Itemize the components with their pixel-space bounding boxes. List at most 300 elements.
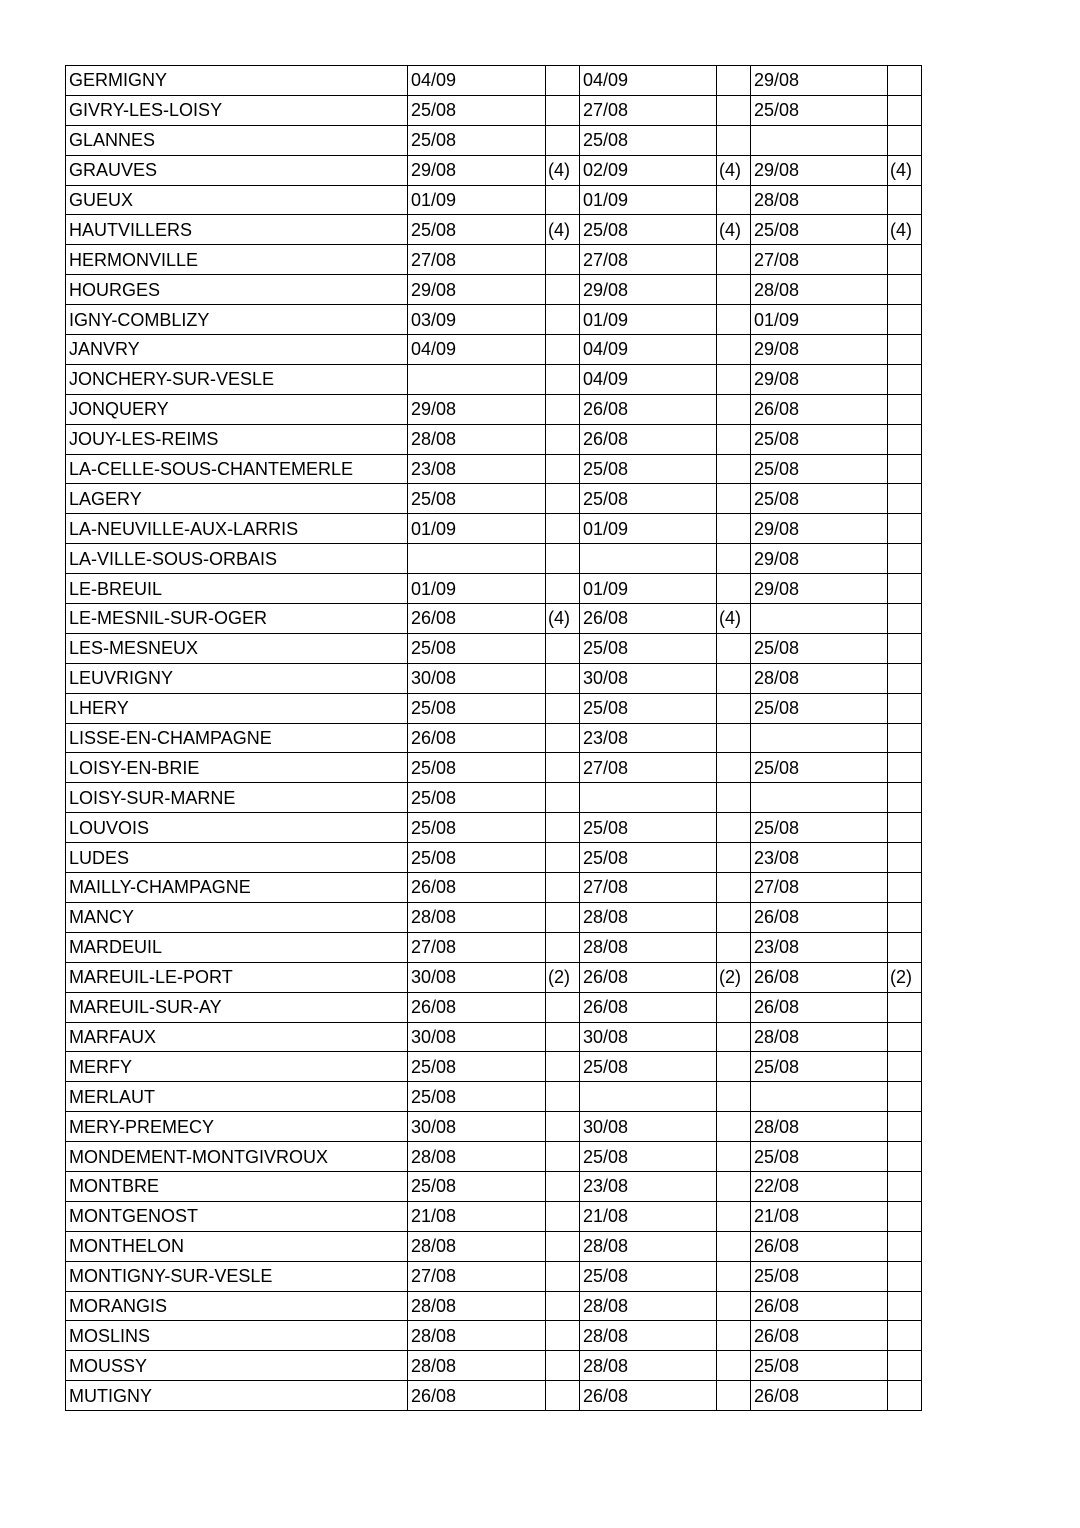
date-2-cell: 23/08 bbox=[580, 1171, 717, 1201]
commune-cell: GRAUVES bbox=[66, 155, 408, 185]
date-2-cell: 27/08 bbox=[580, 245, 717, 275]
note-1-cell bbox=[546, 95, 580, 125]
note-2-cell bbox=[717, 813, 751, 843]
date-2-cell: 27/08 bbox=[580, 873, 717, 903]
note-1-cell bbox=[546, 1381, 580, 1411]
date-3-cell: 26/08 bbox=[751, 1291, 888, 1321]
date-1-cell: 25/08 bbox=[408, 843, 546, 873]
table-row bbox=[66, 155, 922, 185]
date-1-cell: 28/08 bbox=[408, 424, 546, 454]
date-1-cell: 01/09 bbox=[408, 185, 546, 215]
note-2-cell bbox=[717, 454, 751, 484]
commune-cell: MONDEMENT-MONTGIVROUX bbox=[66, 1142, 408, 1172]
table-row bbox=[66, 1142, 922, 1172]
commune-cell: LAGERY bbox=[66, 484, 408, 514]
date-2-cell: 25/08 bbox=[580, 1261, 717, 1291]
note-3-cell bbox=[888, 245, 922, 275]
table-row bbox=[66, 1112, 922, 1142]
date-3-cell: 23/08 bbox=[751, 932, 888, 962]
commune-dates-table bbox=[65, 65, 922, 1411]
table-row bbox=[66, 544, 922, 574]
table-row bbox=[66, 1321, 922, 1351]
date-2-cell: 29/08 bbox=[580, 275, 717, 305]
note-2-cell bbox=[717, 394, 751, 424]
note-3-cell bbox=[888, 1381, 922, 1411]
table-row bbox=[66, 604, 922, 634]
date-2-cell: 04/09 bbox=[580, 364, 717, 394]
note-3-cell bbox=[888, 1112, 922, 1142]
note-3-cell bbox=[888, 1201, 922, 1231]
commune-cell: HERMONVILLE bbox=[66, 245, 408, 275]
note-2-cell: (2) bbox=[717, 962, 751, 992]
note-3-cell bbox=[888, 1351, 922, 1381]
note-1-cell bbox=[546, 902, 580, 932]
date-2-cell bbox=[580, 783, 717, 813]
note-3-cell bbox=[888, 125, 922, 155]
commune-cell: MUTIGNY bbox=[66, 1381, 408, 1411]
commune-cell: LA-CELLE-SOUS-CHANTEMERLE bbox=[66, 454, 408, 484]
table-row bbox=[66, 185, 922, 215]
date-1-cell: 21/08 bbox=[408, 1201, 546, 1231]
note-2-cell bbox=[717, 873, 751, 903]
note-1-cell bbox=[546, 1201, 580, 1231]
commune-cell: MARDEUIL bbox=[66, 932, 408, 962]
date-1-cell: 30/08 bbox=[408, 1022, 546, 1052]
note-1-cell bbox=[546, 305, 580, 335]
note-1-cell bbox=[546, 633, 580, 663]
note-2-cell bbox=[717, 305, 751, 335]
note-1-cell: (4) bbox=[546, 155, 580, 185]
date-2-cell: 04/09 bbox=[580, 335, 717, 365]
note-1-cell: (2) bbox=[546, 962, 580, 992]
table-row bbox=[66, 95, 922, 125]
note-1-cell bbox=[546, 932, 580, 962]
commune-cell: LA-NEUVILLE-AUX-LARRIS bbox=[66, 514, 408, 544]
date-1-cell: 27/08 bbox=[408, 932, 546, 962]
note-1-cell bbox=[546, 574, 580, 604]
commune-cell: LE-MESNIL-SUR-OGER bbox=[66, 604, 408, 634]
note-2-cell bbox=[717, 185, 751, 215]
date-3-cell: 22/08 bbox=[751, 1171, 888, 1201]
date-2-cell: 27/08 bbox=[580, 95, 717, 125]
date-2-cell: 25/08 bbox=[580, 843, 717, 873]
date-2-cell: 26/08 bbox=[580, 1381, 717, 1411]
date-2-cell: 25/08 bbox=[580, 454, 717, 484]
table-row bbox=[66, 335, 922, 365]
commune-cell: JOUY-LES-REIMS bbox=[66, 424, 408, 454]
commune-cell: MONTHELON bbox=[66, 1231, 408, 1261]
date-2-cell: 28/08 bbox=[580, 1351, 717, 1381]
date-1-cell: 27/08 bbox=[408, 1261, 546, 1291]
commune-cell: GLANNES bbox=[66, 125, 408, 155]
table-row bbox=[66, 633, 922, 663]
note-2-cell bbox=[717, 633, 751, 663]
note-2-cell bbox=[717, 753, 751, 783]
commune-cell: MARFAUX bbox=[66, 1022, 408, 1052]
note-2-cell bbox=[717, 1201, 751, 1231]
date-3-cell: 26/08 bbox=[751, 1381, 888, 1411]
note-3-cell bbox=[888, 843, 922, 873]
note-2-cell bbox=[717, 1142, 751, 1172]
date-3-cell: 25/08 bbox=[751, 1052, 888, 1082]
date-3-cell: 29/08 bbox=[751, 155, 888, 185]
table-row bbox=[66, 275, 922, 305]
commune-cell: MAREUIL-SUR-AY bbox=[66, 992, 408, 1022]
table-row bbox=[66, 364, 922, 394]
date-2-cell: 30/08 bbox=[580, 1022, 717, 1052]
date-3-cell bbox=[751, 723, 888, 753]
date-2-cell: 26/08 bbox=[580, 962, 717, 992]
date-3-cell: 28/08 bbox=[751, 663, 888, 693]
commune-cell: MAILLY-CHAMPAGNE bbox=[66, 873, 408, 903]
note-3-cell bbox=[888, 693, 922, 723]
commune-cell: LOISY-EN-BRIE bbox=[66, 753, 408, 783]
date-3-cell: 26/08 bbox=[751, 962, 888, 992]
date-2-cell: 25/08 bbox=[580, 693, 717, 723]
date-3-cell: 26/08 bbox=[751, 1321, 888, 1351]
date-2-cell: 04/09 bbox=[580, 66, 717, 96]
date-3-cell: 25/08 bbox=[751, 95, 888, 125]
date-2-cell: 25/08 bbox=[580, 633, 717, 663]
date-2-cell: 25/08 bbox=[580, 1142, 717, 1172]
note-2-cell bbox=[717, 66, 751, 96]
note-2-cell bbox=[717, 723, 751, 753]
date-1-cell: 27/08 bbox=[408, 245, 546, 275]
note-3-cell bbox=[888, 1052, 922, 1082]
note-1-cell bbox=[546, 1291, 580, 1321]
note-1-cell bbox=[546, 335, 580, 365]
note-3-cell bbox=[888, 1261, 922, 1291]
table-row bbox=[66, 1052, 922, 1082]
date-1-cell: 04/09 bbox=[408, 66, 546, 96]
date-2-cell: 01/09 bbox=[580, 305, 717, 335]
date-3-cell: 29/08 bbox=[751, 544, 888, 574]
date-2-cell: 28/08 bbox=[580, 902, 717, 932]
note-1-cell bbox=[546, 394, 580, 424]
date-2-cell: 26/08 bbox=[580, 992, 717, 1022]
note-1-cell bbox=[546, 1351, 580, 1381]
commune-cell: GUEUX bbox=[66, 185, 408, 215]
note-1-cell bbox=[546, 992, 580, 1022]
date-1-cell: 28/08 bbox=[408, 1231, 546, 1261]
commune-cell: HOURGES bbox=[66, 275, 408, 305]
note-3-cell bbox=[888, 992, 922, 1022]
note-1-cell bbox=[546, 245, 580, 275]
table-row bbox=[66, 1082, 922, 1112]
note-1-cell bbox=[546, 544, 580, 574]
note-1-cell bbox=[546, 1231, 580, 1261]
date-3-cell: 25/08 bbox=[751, 1351, 888, 1381]
note-3-cell bbox=[888, 663, 922, 693]
table-row bbox=[66, 125, 922, 155]
note-3-cell bbox=[888, 544, 922, 574]
note-1-cell bbox=[546, 1142, 580, 1172]
date-1-cell: 29/08 bbox=[408, 275, 546, 305]
date-1-cell: 30/08 bbox=[408, 962, 546, 992]
commune-cell: LISSE-EN-CHAMPAGNE bbox=[66, 723, 408, 753]
note-1-cell bbox=[546, 454, 580, 484]
note-1-cell bbox=[546, 1171, 580, 1201]
table-row bbox=[66, 962, 922, 992]
note-3-cell bbox=[888, 484, 922, 514]
date-1-cell: 01/09 bbox=[408, 574, 546, 604]
note-2-cell bbox=[717, 783, 751, 813]
note-3-cell bbox=[888, 454, 922, 484]
date-1-cell: 29/08 bbox=[408, 155, 546, 185]
note-3-cell bbox=[888, 1142, 922, 1172]
commune-cell: MERY-PREMECY bbox=[66, 1112, 408, 1142]
date-3-cell: 25/08 bbox=[751, 813, 888, 843]
date-3-cell: 27/08 bbox=[751, 245, 888, 275]
date-1-cell: 28/08 bbox=[408, 1351, 546, 1381]
date-2-cell: 02/09 bbox=[580, 155, 717, 185]
date-2-cell: 28/08 bbox=[580, 1321, 717, 1351]
commune-cell: MOUSSY bbox=[66, 1351, 408, 1381]
note-3-cell bbox=[888, 1321, 922, 1351]
date-2-cell: 23/08 bbox=[580, 723, 717, 753]
commune-cell: JONQUERY bbox=[66, 394, 408, 424]
note-1-cell bbox=[546, 693, 580, 723]
date-1-cell: 25/08 bbox=[408, 633, 546, 663]
date-1-cell: 29/08 bbox=[408, 394, 546, 424]
date-1-cell: 26/08 bbox=[408, 723, 546, 753]
date-1-cell: 25/08 bbox=[408, 215, 546, 245]
table-row bbox=[66, 1231, 922, 1261]
date-1-cell: 25/08 bbox=[408, 753, 546, 783]
table-row bbox=[66, 1171, 922, 1201]
note-3-cell bbox=[888, 873, 922, 903]
date-1-cell: 25/08 bbox=[408, 693, 546, 723]
date-3-cell: 29/08 bbox=[751, 364, 888, 394]
note-1-cell bbox=[546, 424, 580, 454]
note-1-cell bbox=[546, 1052, 580, 1082]
note-3-cell bbox=[888, 783, 922, 813]
date-3-cell: 28/08 bbox=[751, 275, 888, 305]
note-3-cell bbox=[888, 66, 922, 96]
date-1-cell: 23/08 bbox=[408, 454, 546, 484]
note-1-cell bbox=[546, 1022, 580, 1052]
note-2-cell bbox=[717, 1261, 751, 1291]
table-row bbox=[66, 843, 922, 873]
date-1-cell: 25/08 bbox=[408, 813, 546, 843]
note-2-cell bbox=[717, 424, 751, 454]
date-1-cell bbox=[408, 544, 546, 574]
note-2-cell bbox=[717, 574, 751, 604]
note-3-cell bbox=[888, 1022, 922, 1052]
date-3-cell: 29/08 bbox=[751, 335, 888, 365]
date-1-cell: 25/08 bbox=[408, 1171, 546, 1201]
note-3-cell bbox=[888, 335, 922, 365]
date-3-cell bbox=[751, 604, 888, 634]
note-2-cell bbox=[717, 992, 751, 1022]
date-1-cell: 26/08 bbox=[408, 873, 546, 903]
note-2-cell bbox=[717, 245, 751, 275]
note-2-cell bbox=[717, 843, 751, 873]
note-2-cell bbox=[717, 1351, 751, 1381]
date-2-cell: 27/08 bbox=[580, 753, 717, 783]
date-1-cell: 30/08 bbox=[408, 663, 546, 693]
commune-cell: LOISY-SUR-MARNE bbox=[66, 783, 408, 813]
date-3-cell: 28/08 bbox=[751, 1022, 888, 1052]
date-1-cell bbox=[408, 364, 546, 394]
date-3-cell bbox=[751, 125, 888, 155]
date-3-cell: 26/08 bbox=[751, 902, 888, 932]
commune-cell: GIVRY-LES-LOISY bbox=[66, 95, 408, 125]
note-2-cell bbox=[717, 1231, 751, 1261]
note-2-cell bbox=[717, 484, 751, 514]
note-1-cell bbox=[546, 873, 580, 903]
table-row bbox=[66, 1022, 922, 1052]
date-3-cell: 25/08 bbox=[751, 215, 888, 245]
note-2-cell bbox=[717, 1321, 751, 1351]
note-1-cell bbox=[546, 364, 580, 394]
note-1-cell bbox=[546, 723, 580, 753]
note-2-cell bbox=[717, 693, 751, 723]
date-2-cell: 25/08 bbox=[580, 813, 717, 843]
date-3-cell: 26/08 bbox=[751, 992, 888, 1022]
date-1-cell: 28/08 bbox=[408, 1291, 546, 1321]
date-1-cell: 25/08 bbox=[408, 125, 546, 155]
note-1-cell bbox=[546, 843, 580, 873]
note-1-cell bbox=[546, 663, 580, 693]
date-1-cell: 26/08 bbox=[408, 1381, 546, 1411]
note-2-cell bbox=[717, 1082, 751, 1112]
date-1-cell: 26/08 bbox=[408, 604, 546, 634]
commune-cell: LA-VILLE-SOUS-ORBAIS bbox=[66, 544, 408, 574]
table-row bbox=[66, 1261, 922, 1291]
date-1-cell: 04/09 bbox=[408, 335, 546, 365]
note-3-cell bbox=[888, 1082, 922, 1112]
note-2-cell bbox=[717, 125, 751, 155]
table-row bbox=[66, 66, 922, 96]
commune-cell: HAUTVILLERS bbox=[66, 215, 408, 245]
commune-cell: MOSLINS bbox=[66, 1321, 408, 1351]
date-1-cell: 28/08 bbox=[408, 902, 546, 932]
table-row bbox=[66, 813, 922, 843]
table-row bbox=[66, 992, 922, 1022]
commune-cell: MERFY bbox=[66, 1052, 408, 1082]
note-3-cell bbox=[888, 1231, 922, 1261]
note-2-cell bbox=[717, 932, 751, 962]
note-3-cell bbox=[888, 275, 922, 305]
date-1-cell: 25/08 bbox=[408, 1082, 546, 1112]
note-1-cell bbox=[546, 1261, 580, 1291]
table-row bbox=[66, 424, 922, 454]
note-3-cell bbox=[888, 753, 922, 783]
note-2-cell: (4) bbox=[717, 155, 751, 185]
note-2-cell bbox=[717, 95, 751, 125]
table-row bbox=[66, 783, 922, 813]
commune-cell: LOUVOIS bbox=[66, 813, 408, 843]
date-3-cell: 25/08 bbox=[751, 424, 888, 454]
date-2-cell bbox=[580, 1082, 717, 1112]
date-3-cell: 21/08 bbox=[751, 1201, 888, 1231]
note-1-cell bbox=[546, 1321, 580, 1351]
table-row bbox=[66, 902, 922, 932]
note-3-cell: (2) bbox=[888, 962, 922, 992]
note-1-cell: (4) bbox=[546, 604, 580, 634]
note-2-cell bbox=[717, 514, 751, 544]
note-3-cell bbox=[888, 305, 922, 335]
note-3-cell: (4) bbox=[888, 215, 922, 245]
date-2-cell: 28/08 bbox=[580, 1291, 717, 1321]
date-3-cell: 25/08 bbox=[751, 633, 888, 663]
note-3-cell: (4) bbox=[888, 155, 922, 185]
note-2-cell bbox=[717, 902, 751, 932]
note-3-cell bbox=[888, 1291, 922, 1321]
table-body bbox=[66, 66, 922, 1411]
note-2-cell: (4) bbox=[717, 604, 751, 634]
commune-cell: MONTIGNY-SUR-VESLE bbox=[66, 1261, 408, 1291]
note-1-cell bbox=[546, 185, 580, 215]
note-2-cell bbox=[717, 1052, 751, 1082]
table-row bbox=[66, 932, 922, 962]
commune-cell: LES-MESNEUX bbox=[66, 633, 408, 663]
note-3-cell bbox=[888, 574, 922, 604]
date-2-cell: 01/09 bbox=[580, 574, 717, 604]
date-2-cell: 01/09 bbox=[580, 185, 717, 215]
note-3-cell bbox=[888, 932, 922, 962]
table-row bbox=[66, 693, 922, 723]
date-3-cell: 29/08 bbox=[751, 66, 888, 96]
note-1-cell bbox=[546, 514, 580, 544]
commune-cell: MORANGIS bbox=[66, 1291, 408, 1321]
note-3-cell bbox=[888, 95, 922, 125]
note-1-cell bbox=[546, 783, 580, 813]
note-2-cell bbox=[717, 1171, 751, 1201]
date-2-cell: 25/08 bbox=[580, 215, 717, 245]
date-1-cell: 25/08 bbox=[408, 484, 546, 514]
date-1-cell: 26/08 bbox=[408, 992, 546, 1022]
date-2-cell: 28/08 bbox=[580, 932, 717, 962]
table-row bbox=[66, 1291, 922, 1321]
note-2-cell bbox=[717, 1381, 751, 1411]
note-1-cell bbox=[546, 125, 580, 155]
table-row bbox=[66, 514, 922, 544]
date-3-cell bbox=[751, 783, 888, 813]
note-3-cell bbox=[888, 394, 922, 424]
date-3-cell: 29/08 bbox=[751, 574, 888, 604]
date-1-cell: 25/08 bbox=[408, 783, 546, 813]
note-3-cell bbox=[888, 424, 922, 454]
date-3-cell: 23/08 bbox=[751, 843, 888, 873]
date-3-cell: 29/08 bbox=[751, 514, 888, 544]
date-3-cell: 25/08 bbox=[751, 1261, 888, 1291]
note-3-cell bbox=[888, 723, 922, 753]
date-3-cell: 26/08 bbox=[751, 1231, 888, 1261]
table-row bbox=[66, 245, 922, 275]
date-1-cell: 25/08 bbox=[408, 1052, 546, 1082]
note-2-cell bbox=[717, 364, 751, 394]
table-row bbox=[66, 1201, 922, 1231]
commune-cell: JONCHERY-SUR-VESLE bbox=[66, 364, 408, 394]
date-2-cell: 26/08 bbox=[580, 604, 717, 634]
commune-cell: MANCY bbox=[66, 902, 408, 932]
date-3-cell: 25/08 bbox=[751, 753, 888, 783]
note-2-cell bbox=[717, 1291, 751, 1321]
commune-cell: IGNY-COMBLIZY bbox=[66, 305, 408, 335]
date-1-cell: 01/09 bbox=[408, 514, 546, 544]
note-1-cell bbox=[546, 484, 580, 514]
date-3-cell: 26/08 bbox=[751, 394, 888, 424]
date-3-cell: 01/09 bbox=[751, 305, 888, 335]
date-3-cell: 25/08 bbox=[751, 693, 888, 723]
table-row bbox=[66, 215, 922, 245]
note-2-cell bbox=[717, 1112, 751, 1142]
date-3-cell: 28/08 bbox=[751, 1112, 888, 1142]
note-3-cell bbox=[888, 633, 922, 663]
date-2-cell: 25/08 bbox=[580, 125, 717, 155]
